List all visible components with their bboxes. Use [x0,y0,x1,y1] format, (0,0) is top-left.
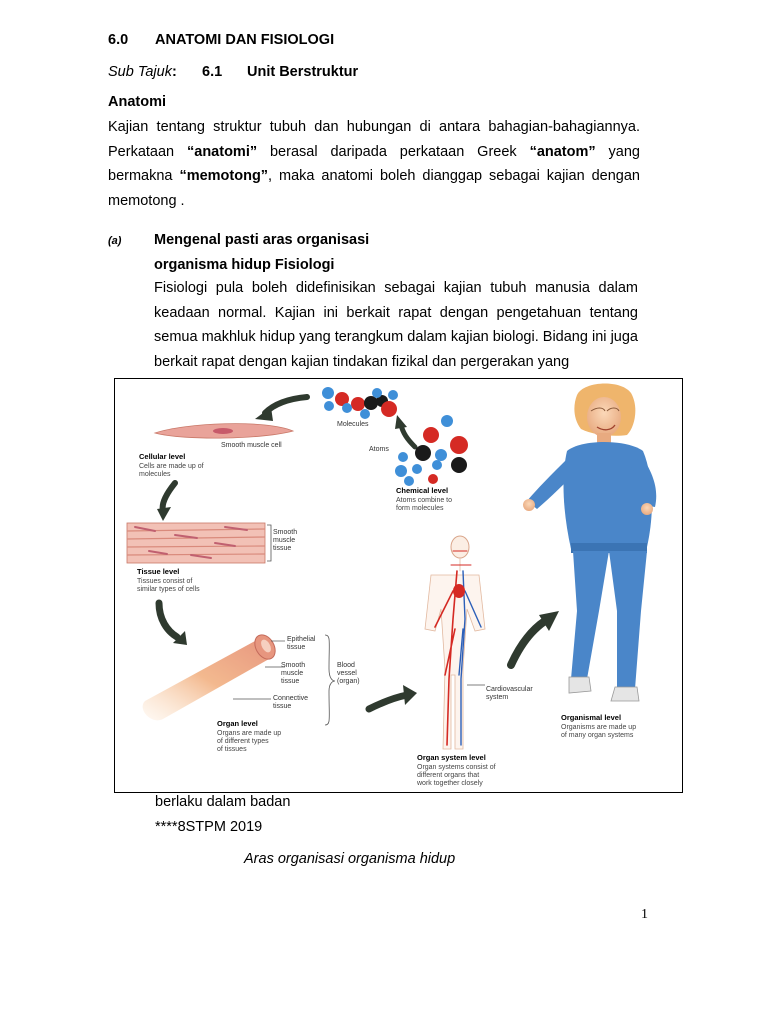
label-cardio-2: system [486,694,509,701]
cellular-level-title: Cellular level [139,452,186,461]
organ-system-level-desc-3: work together closely [417,780,483,787]
page-number: 1 [641,907,648,922]
label-tissue-1: Smooth [273,529,298,536]
chemical-level-desc-2: form molecules [396,505,444,512]
paragraph-text: berasal daripada perkataan Greek [257,143,530,160]
chemical-level-desc-1: Atoms combine to [396,497,453,504]
arrow-cell-to-tissue [163,483,175,511]
exam-note: ****8STPM 2019 [155,819,263,835]
label-connective-2: tissue [273,703,292,710]
organismal-level-desc-1: Organisms are made up [561,724,637,731]
organ-level-desc-1: Organs are made up [217,730,282,737]
tissue-level-desc-1: Tissues consist of [137,578,193,585]
subheading [108,64,177,80]
label-blood-vessel-3: (organ) [337,678,360,685]
atoms-cluster [395,415,468,486]
item-title-line2: organisma hidup Fisiologi [154,257,335,273]
label-smooth2-3: tissue [281,678,300,685]
label-molecules: Molecules [337,421,369,428]
item-title-line1: Mengenal pasti aras organisasi [154,232,370,248]
arrow-head [395,415,407,429]
section-title: Anatomi [108,94,166,110]
smooth-muscle-tissue [127,523,265,563]
cellular-level-desc-1: Cells are made up of [139,463,204,470]
figure-caption: Aras organisasi organisma hidup [244,851,456,867]
subheading-label: Sub Tajuk [108,64,172,80]
organ-system-level-title: Organ system level [417,753,486,762]
organ-level-desc-2: of different types [217,738,269,745]
paragraph-text: Kajian tentang struktur tubuh dan hubungan di antara bahagian-bahagiannya. Perkataan [108,119,640,160]
label-blood-vessel-2: vessel [337,670,357,677]
arrow-head [255,407,273,421]
arrow-head [403,685,417,705]
paragraph-fisiologi: Fisiologi pula boleh didefinisikan sebagai kajian tubuh manusia dalam keadaan normal. Kajian ini berkait rapat dengan pengetahuan tentang semua makhluk hidup yang terangkum dalam kajian biologi. Bidang ini juga berkait rapat dengan kajian tindakan fizikal dan pergerakan yang [154,280,638,370]
label-smooth2-1: Smooth [281,662,306,669]
organ-bracket [325,635,335,725]
organ-level-title: Organ level [217,719,258,728]
organ-system-level-desc-1: Organ systems consist of [417,764,496,771]
arrow-tissue-to-organ [159,603,177,637]
label-epithelial-2: tissue [287,644,306,651]
jogging-woman [523,383,656,701]
term-memotong: “memotong” [179,168,269,184]
paragraph-continuation: berlaku dalam badan [155,794,291,810]
organismal-level-desc-2: of many organ systems [561,732,634,739]
chemical-level-title: Chemical level [396,486,449,495]
paragraph-text: yang bermakna [108,143,640,184]
label-connective-1: Connective [273,695,309,702]
label-tissue-3: tissue [273,545,292,552]
label-smooth2-2: muscle [281,670,304,677]
subheading-colon: : [171,64,177,80]
label-epithelial-1: Epithelial [287,636,316,643]
organ-system-level-desc-2: different organs that [417,772,480,779]
subheading-title: Unit Berstruktur [247,64,359,80]
cardiovascular-figure [425,536,485,749]
cellular-level-desc-2: molecules [139,471,171,478]
paragraph-text: , maka anatomi boleh dianggap sebagai kajian dengan memotong . [108,168,640,209]
tissue-level-desc-2: similar types of cells [137,586,200,593]
levels-of-organization-figure [114,378,683,793]
arrow-system-to-organism [511,621,545,665]
page-heading: ANATOMI DAN FISIOLOGI [155,32,335,48]
paragraph-anatomi [108,115,640,213]
item-marker: (a) [108,235,122,247]
label-blood-vessel-1: Blood [337,662,355,669]
blood-vessel [143,631,280,720]
organ-level-desc-3: of tissues [217,746,247,753]
label-cardio-1: Cardiovascular [486,686,533,693]
term-anatomi: “anatomi” [187,143,258,160]
figure-illustration [115,379,683,793]
section-number: 6.0 [108,32,129,48]
label-smooth-muscle-cell: Smooth muscle cell [221,442,282,449]
tissue-level-title: Tissue level [137,567,180,576]
molecules-cluster [322,387,398,419]
label-atoms: Atoms [369,446,389,453]
term-anatom: “anatom” [529,143,596,160]
organismal-level-title: Organismal level [561,713,622,722]
tissue-bracket [267,525,271,561]
arrow-organ-to-system [369,695,407,709]
label-tissue-2: muscle [273,537,296,544]
arrow-atoms-to-molecules [401,425,415,447]
subheading-number: 6.1 [202,64,223,80]
arrow-head [157,507,171,521]
